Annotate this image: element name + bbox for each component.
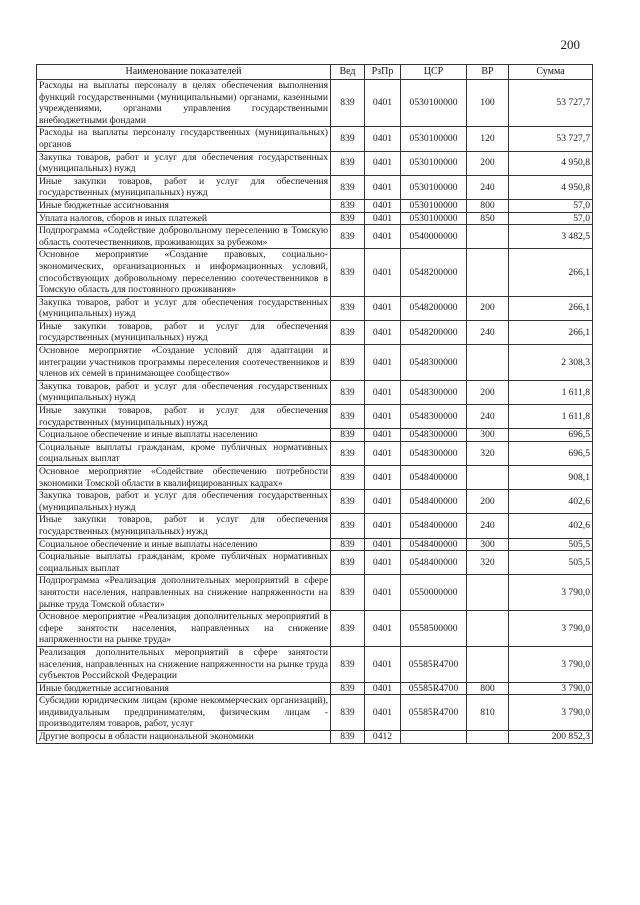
row-ved: 839 bbox=[331, 441, 365, 465]
row-rzpr: 0401 bbox=[365, 320, 401, 344]
row-name: Основное мероприятие «Реализация дополнительных мероприятий в сфере занятости населения, направленных на снижение напряженности на рынке труда» bbox=[37, 611, 331, 647]
row-name: Закупка товаров, работ и услуг для обеспечения государственных (муниципальных) нужд bbox=[37, 296, 331, 320]
row-vr: 200 bbox=[467, 151, 509, 175]
row-csr: 05585R4700 bbox=[401, 646, 467, 682]
row-sum: 696,5 bbox=[509, 441, 593, 465]
table-row bbox=[37, 731, 593, 744]
row-vr: 120 bbox=[467, 127, 509, 151]
row-rzpr: 0401 bbox=[365, 682, 401, 695]
row-sum: 402,6 bbox=[509, 490, 593, 514]
row-sum: 1 611,8 bbox=[509, 380, 593, 404]
row-ved: 839 bbox=[331, 682, 365, 695]
row-ved: 839 bbox=[331, 225, 365, 249]
row-csr: 0530100000 bbox=[401, 80, 467, 127]
row-name: Подпрограмма «Содействие добровольному переселению в Томскую область соотечественников, проживающих за рубежом» bbox=[37, 225, 331, 249]
table-row bbox=[37, 429, 593, 442]
table-row bbox=[37, 466, 593, 490]
row-ved: 839 bbox=[331, 575, 365, 611]
row-csr: 0548300000 bbox=[401, 380, 467, 404]
row-rzpr: 0401 bbox=[365, 441, 401, 465]
row-name: Уплата налогов, сборов и иных платежей bbox=[37, 212, 331, 225]
row-name: Закупка товаров, работ и услуг для обеспечения государственных (муниципальных) нужд bbox=[37, 490, 331, 514]
row-name: Расходы на выплаты персоналу в целях обеспечения выполнения функций государственными (муниципальными) органами, казенными учреждениями, органами управления государственными внебюджетными фондами bbox=[37, 80, 331, 127]
row-ved: 839 bbox=[331, 490, 365, 514]
row-name: Иные закупки товаров, работ и услуг для обеспечения государственных (муниципальных) нужд bbox=[37, 320, 331, 344]
row-rzpr: 0401 bbox=[365, 175, 401, 199]
row-ved: 839 bbox=[331, 380, 365, 404]
row-ved: 839 bbox=[331, 551, 365, 575]
row-sum: 696,5 bbox=[509, 429, 593, 442]
table-row bbox=[37, 345, 593, 381]
table-row bbox=[37, 611, 593, 647]
row-vr: 320 bbox=[467, 551, 509, 575]
row-rzpr: 0401 bbox=[365, 249, 401, 296]
row-name: Основное мероприятие «Создание условий для адаптации и интеграции участников программы переселения соотечественников и членов их семей в принимающее сообщество» bbox=[37, 345, 331, 381]
column-header-ved: Вед bbox=[331, 65, 365, 80]
row-rzpr: 0401 bbox=[365, 575, 401, 611]
row-vr: 240 bbox=[467, 514, 509, 538]
row-rzpr: 0401 bbox=[365, 646, 401, 682]
row-sum: 1 611,8 bbox=[509, 405, 593, 429]
row-sum: 57,0 bbox=[509, 199, 593, 212]
row-vr: 200 bbox=[467, 380, 509, 404]
row-ved: 839 bbox=[331, 296, 365, 320]
column-header-name: Наименование показателей bbox=[37, 65, 331, 80]
column-header-rzpr: РзПр bbox=[365, 65, 401, 80]
row-csr: 0558500000 bbox=[401, 611, 467, 647]
row-rzpr: 0401 bbox=[365, 127, 401, 151]
row-csr: 0548200000 bbox=[401, 296, 467, 320]
row-sum: 3 790,0 bbox=[509, 646, 593, 682]
row-name: Иные бюджетные ассигнования bbox=[37, 199, 331, 212]
row-vr bbox=[467, 646, 509, 682]
row-name: Социальные выплаты гражданам, кроме публичных нормативных социальных выплат bbox=[37, 551, 331, 575]
row-ved: 839 bbox=[331, 175, 365, 199]
row-ved: 839 bbox=[331, 212, 365, 225]
row-vr bbox=[467, 575, 509, 611]
row-vr: 300 bbox=[467, 538, 509, 551]
row-name: Закупка товаров, работ и услуг для обеспечения государственных (муниципальных) нужд bbox=[37, 380, 331, 404]
row-csr: 0548400000 bbox=[401, 514, 467, 538]
table-row bbox=[37, 551, 593, 575]
row-vr bbox=[467, 731, 509, 744]
row-rzpr: 0401 bbox=[365, 429, 401, 442]
row-csr: 0548300000 bbox=[401, 429, 467, 442]
row-rzpr: 0401 bbox=[365, 225, 401, 249]
row-sum: 3 790,0 bbox=[509, 695, 593, 731]
row-vr bbox=[467, 611, 509, 647]
row-ved: 839 bbox=[331, 429, 365, 442]
row-csr: 0548200000 bbox=[401, 249, 467, 296]
row-ved: 839 bbox=[331, 646, 365, 682]
row-vr: 850 bbox=[467, 212, 509, 225]
table-row bbox=[37, 490, 593, 514]
row-rzpr: 0401 bbox=[365, 405, 401, 429]
row-ved: 839 bbox=[331, 345, 365, 381]
row-vr: 810 bbox=[467, 695, 509, 731]
row-name: Иные бюджетные ассигнования bbox=[37, 682, 331, 695]
row-sum: 4 950,8 bbox=[509, 175, 593, 199]
table-row bbox=[37, 296, 593, 320]
row-rzpr: 0401 bbox=[365, 490, 401, 514]
row-rzpr: 0401 bbox=[365, 538, 401, 551]
row-csr: 0530100000 bbox=[401, 151, 467, 175]
row-vr: 200 bbox=[467, 490, 509, 514]
row-sum: 3 790,0 bbox=[509, 611, 593, 647]
row-csr: 0530100000 bbox=[401, 127, 467, 151]
table-row bbox=[37, 320, 593, 344]
row-ved: 839 bbox=[331, 127, 365, 151]
row-name: Реализация дополнительных мероприятий в сфере занятости населения, направленных на снижение напряженности на рынке труда субъектов Российской Федерации bbox=[37, 646, 331, 682]
row-ved: 839 bbox=[331, 611, 365, 647]
row-name: Субсидии юридическим лицам (кроме некоммерческих организаций), индивидуальным предпринимателям, физическим лицам - производителям товаров, работ, услуг bbox=[37, 695, 331, 731]
row-sum: 266,1 bbox=[509, 249, 593, 296]
row-rzpr: 0401 bbox=[365, 514, 401, 538]
row-rzpr: 0401 bbox=[365, 296, 401, 320]
page-number: 200 bbox=[560, 37, 580, 52]
row-csr: 0548400000 bbox=[401, 490, 467, 514]
table-row bbox=[37, 695, 593, 731]
row-vr: 240 bbox=[467, 405, 509, 429]
table-row bbox=[37, 441, 593, 465]
row-name: Основное мероприятие «Содействие обеспечению потребности экономики Томской области в квалифицированных кадрах» bbox=[37, 466, 331, 490]
row-csr: 0548300000 bbox=[401, 405, 467, 429]
row-vr bbox=[467, 466, 509, 490]
row-sum: 2 308,3 bbox=[509, 345, 593, 381]
row-csr: 0548400000 bbox=[401, 551, 467, 575]
row-name: Социальное обеспечение и иные выплаты населению bbox=[37, 429, 331, 442]
column-header-vr: ВР bbox=[467, 65, 509, 80]
row-rzpr: 0412 bbox=[365, 731, 401, 744]
row-sum: 908,1 bbox=[509, 466, 593, 490]
row-rzpr: 0401 bbox=[365, 611, 401, 647]
table-row bbox=[37, 682, 593, 695]
table-row bbox=[37, 175, 593, 199]
row-rzpr: 0401 bbox=[365, 151, 401, 175]
row-sum: 266,1 bbox=[509, 320, 593, 344]
row-name: Иные закупки товаров, работ и услуг для обеспечения государственных (муниципальных) нужд bbox=[37, 405, 331, 429]
row-name: Иные закупки товаров, работ и услуг для обеспечения государственных (муниципальных) нужд bbox=[37, 175, 331, 199]
row-sum: 53 727,7 bbox=[509, 80, 593, 127]
row-ved: 839 bbox=[331, 320, 365, 344]
row-rzpr: 0401 bbox=[365, 380, 401, 404]
row-ved: 839 bbox=[331, 249, 365, 296]
column-header-sum: Сумма bbox=[509, 65, 593, 80]
row-rzpr: 0401 bbox=[365, 466, 401, 490]
table-row bbox=[37, 199, 593, 212]
row-rzpr: 0401 bbox=[365, 345, 401, 381]
table-row bbox=[37, 514, 593, 538]
row-ved: 839 bbox=[331, 405, 365, 429]
row-vr bbox=[467, 249, 509, 296]
row-ved: 839 bbox=[331, 538, 365, 551]
column-header-csr: ЦСР bbox=[401, 65, 467, 80]
table-row bbox=[37, 575, 593, 611]
row-csr: 0530100000 bbox=[401, 212, 467, 225]
row-vr: 320 bbox=[467, 441, 509, 465]
row-sum: 57,0 bbox=[509, 212, 593, 225]
row-ved: 839 bbox=[331, 695, 365, 731]
table-row bbox=[37, 151, 593, 175]
row-name: Основное мероприятие «Создание правовых, социально-экономических, организационных и информационных условий, способствующих добровольному переселению соотечественников в Томскую область для постоянного проживания» bbox=[37, 249, 331, 296]
row-csr: 0550000000 bbox=[401, 575, 467, 611]
row-rzpr: 0401 bbox=[365, 695, 401, 731]
row-ved: 839 bbox=[331, 151, 365, 175]
table-row bbox=[37, 212, 593, 225]
row-ved: 839 bbox=[331, 466, 365, 490]
table-row bbox=[37, 646, 593, 682]
row-rzpr: 0401 bbox=[365, 551, 401, 575]
row-sum: 200 852,3 bbox=[509, 731, 593, 744]
row-rzpr: 0401 bbox=[365, 212, 401, 225]
table-row bbox=[37, 249, 593, 296]
row-sum: 3 790,0 bbox=[509, 575, 593, 611]
row-ved: 839 bbox=[331, 199, 365, 212]
row-sum: 4 950,8 bbox=[509, 151, 593, 175]
row-name: Подпрограмма «Реализация дополнительных мероприятий в сфере занятости населения, направленных на снижение напряженности на рынке труда Томской области» bbox=[37, 575, 331, 611]
row-sum: 266,1 bbox=[509, 296, 593, 320]
row-vr: 240 bbox=[467, 175, 509, 199]
row-name: Другие вопросы в области национальной экономики bbox=[37, 731, 331, 744]
row-csr: 0530100000 bbox=[401, 199, 467, 212]
row-ved: 839 bbox=[331, 514, 365, 538]
row-sum: 3 482,5 bbox=[509, 225, 593, 249]
table-row bbox=[37, 225, 593, 249]
row-vr: 200 bbox=[467, 296, 509, 320]
table-body bbox=[37, 80, 593, 744]
row-csr: 0548400000 bbox=[401, 538, 467, 551]
row-vr bbox=[467, 225, 509, 249]
row-csr: 0548300000 bbox=[401, 441, 467, 465]
row-vr: 800 bbox=[467, 682, 509, 695]
row-csr: 0548300000 bbox=[401, 345, 467, 381]
table-row bbox=[37, 380, 593, 404]
row-csr: 0548400000 bbox=[401, 466, 467, 490]
row-vr: 300 bbox=[467, 429, 509, 442]
row-vr bbox=[467, 345, 509, 381]
row-csr: 0548200000 bbox=[401, 320, 467, 344]
row-rzpr: 0401 bbox=[365, 199, 401, 212]
table-row bbox=[37, 80, 593, 127]
row-ved: 839 bbox=[331, 80, 365, 127]
row-vr: 240 bbox=[467, 320, 509, 344]
row-name: Социальное обеспечение и иные выплаты населению bbox=[37, 538, 331, 551]
row-name: Расходы на выплаты персоналу государственных (муниципальных) органов bbox=[37, 127, 331, 151]
row-ved: 839 bbox=[331, 731, 365, 744]
row-sum: 3 790,0 bbox=[509, 682, 593, 695]
row-vr: 100 bbox=[467, 80, 509, 127]
row-vr: 800 bbox=[467, 199, 509, 212]
row-csr bbox=[401, 731, 467, 744]
table-row bbox=[37, 538, 593, 551]
row-csr: 0540000000 bbox=[401, 225, 467, 249]
row-csr: 05585R4700 bbox=[401, 695, 467, 731]
row-csr: 05585R4700 bbox=[401, 682, 467, 695]
row-sum: 53 727,7 bbox=[509, 127, 593, 151]
table-header-row bbox=[37, 65, 593, 80]
budget-table bbox=[36, 64, 593, 744]
row-name: Иные закупки товаров, работ и услуг для обеспечения государственных (муниципальных) нужд bbox=[37, 514, 331, 538]
row-sum: 505,5 bbox=[509, 551, 593, 575]
row-name: Закупка товаров, работ и услуг для обеспечения государственных (муниципальных) нужд bbox=[37, 151, 331, 175]
row-sum: 505,5 bbox=[509, 538, 593, 551]
row-csr: 0530100000 bbox=[401, 175, 467, 199]
row-name: Социальные выплаты гражданам, кроме публичных нормативных социальных выплат bbox=[37, 441, 331, 465]
row-rzpr: 0401 bbox=[365, 80, 401, 127]
table-row bbox=[37, 405, 593, 429]
table-row bbox=[37, 127, 593, 151]
row-sum: 402,6 bbox=[509, 514, 593, 538]
